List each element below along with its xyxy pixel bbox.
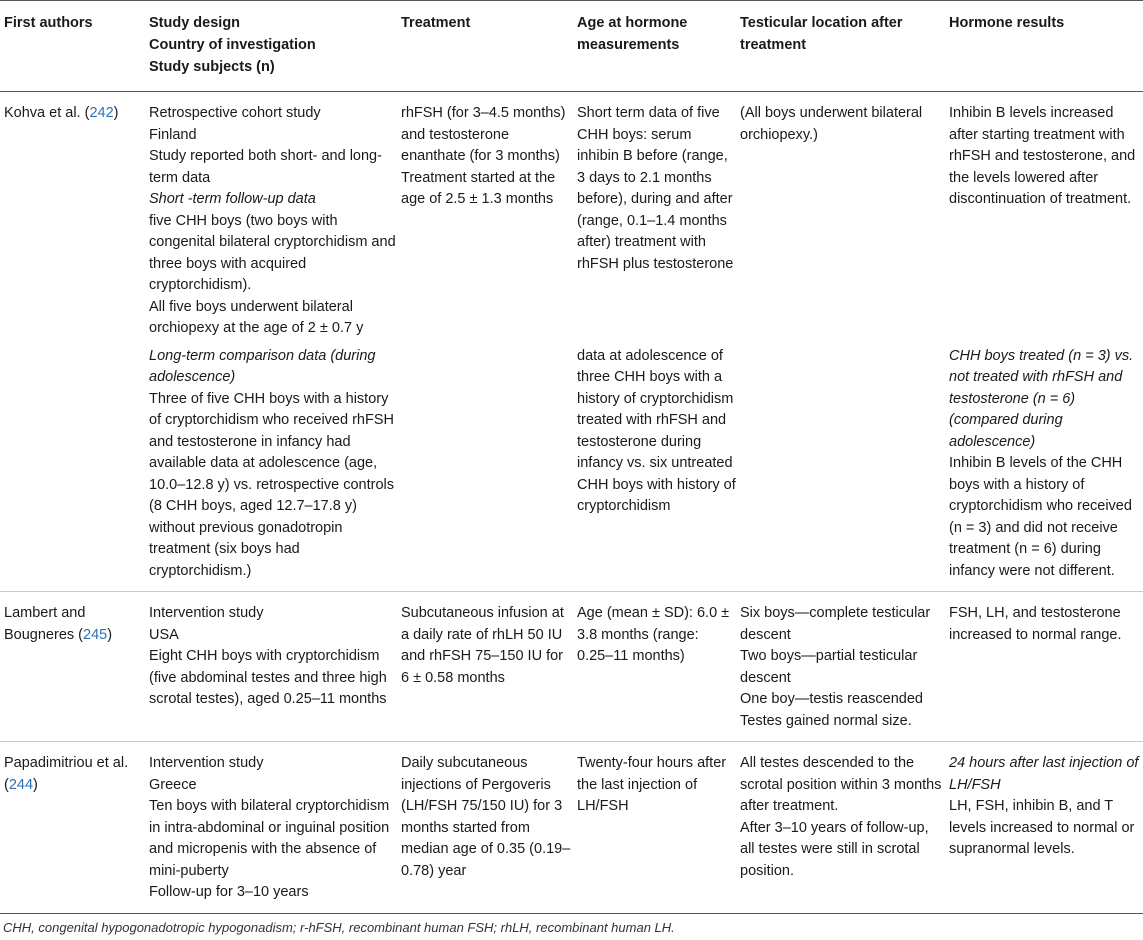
long-term-subjects: Three of five CHH boys with a history of cryptorchidism who received rhFSH and testosterone in infancy had available data at adolescence (age, 10.0–12.8 y) vs. retrospective controls (8 CHH boys, aged 12.7–17.8 y) without previous gonadotropin treatment (six boys had cryptorchidism.) <box>149 390 395 579</box>
table-row-kohva-short <box>0 92 1143 344</box>
table-row-papadimitriou <box>0 742 1143 914</box>
location-line: Testes gained normal size. <box>740 712 912 729</box>
result-long-label: CHH boys treated (n = 3) vs. not treated with rhFSH and testosterone (n = 6) (compared during adolescence) <box>949 347 1134 450</box>
country-line: Finland <box>149 126 197 143</box>
reference-link[interactable]: 245 <box>83 626 108 643</box>
cell-age-lambert: Age (mean ± SD): 6.0 ± 3.8 months (range: 0.25–11 months) <box>577 605 730 664</box>
cell-age-kohva-long: data at adolescence of three CHH boys with a history of cryptorchidism treated with rhFSH and testosterone during infancy vs. six untreated CHH boys with history of cryptorchidism <box>577 347 736 514</box>
treatment-text: rhFSH (for 3–4.5 months) and testosterone enanthate (for 3 months) <box>401 105 566 164</box>
author-text-end: ) <box>113 105 119 121</box>
treatment-start-text: Treatment started at the age of 2.5 ± 1.3 months <box>401 169 556 207</box>
follow-up-line: Follow-up for 3–10 years <box>149 884 309 900</box>
table-row-lambert <box>0 592 1143 742</box>
location-line: After 3–10 years of follow-up, all testes were still in scrotal position. <box>740 819 929 879</box>
cell-result-lambert: FSH, LH, and testosterone increased to normal range. <box>949 605 1122 643</box>
table-footnote: CHH, congenital hypogonadotropic hypogonadism; r-hFSH, recombinant human FSH; rhLH, recombinant human LH. <box>3 920 675 935</box>
cell-design-papadimitriou <box>145 742 397 914</box>
design-note-line: Study reported both short- and long-term data <box>149 148 382 186</box>
header-study-design-line: Study design <box>149 15 241 31</box>
reference-link[interactable]: 242 <box>89 105 114 121</box>
cell-author-kohva <box>0 92 145 344</box>
author-text: Papadimitriou et al. ( <box>4 755 129 793</box>
header-subjects-line: Study subjects (n) <box>149 59 275 75</box>
cell-treatment-kohva <box>397 92 573 344</box>
cell-result-kohva-long <box>945 344 1143 592</box>
long-term-label: Long-term comparison data (during adolescence) <box>149 347 376 385</box>
header-hormone-results: Hormone results <box>949 15 1065 31</box>
cell-location-papadimitriou <box>736 742 945 914</box>
table-header <box>0 1 1143 92</box>
cell-result-kohva-short: Inhibin B levels increased after starting treatment with rhFSH and testosterone, and the levels lowered after discontinuation of treatment. <box>949 105 1136 207</box>
cell-author-papadimitriou <box>0 742 145 914</box>
location-line: All testes descended to the scrotal position within 3 months after treatment. <box>740 755 942 814</box>
cell-treatment-papadimitriou: Daily subcutaneous injections of Pergoveris (LH/FSH 75/150 IU) for 3 months started from median age of 0.35 (0.19–0.78) year <box>401 755 571 879</box>
short-term-orchiopexy: All five boys underwent bilateral orchiopexy at the age of 2 ± 0.7 y <box>149 298 364 336</box>
subjects-line: Eight CHH boys with cryptorchidism (five abdominal testes and three high scrotal testes), aged 0.25–11 months <box>149 648 387 707</box>
design-line: Intervention study <box>149 605 264 621</box>
design-line: Retrospective cohort study <box>149 105 321 121</box>
table-row-kohva-long <box>0 344 1143 592</box>
author-text: Kohva et al. ( <box>4 105 90 121</box>
header-age: Age at hormone measurements <box>577 15 688 53</box>
country-line: Greece <box>149 776 197 793</box>
cell-location-lambert <box>736 592 945 742</box>
cell-result-papadimitriou <box>945 742 1143 914</box>
design-line: Intervention study <box>149 755 264 771</box>
reference-link[interactable]: 244 <box>8 776 34 793</box>
result-text: LH, FSH, inhibin B, and T levels increased to normal or supranormal levels. <box>949 798 1135 857</box>
short-term-subjects: five CHH boys (two boys with congenital bilateral cryptorchidism and three boys with acquired cryptorchidism). <box>149 212 396 293</box>
subjects-line: Ten boys with bilateral cryptorchidism in intra-abdominal or inguinal position and micropenis with the absence of mini-puberty <box>149 798 390 879</box>
header-treatment: Treatment <box>401 15 471 31</box>
cell-author-lambert <box>0 592 145 742</box>
cell-age-papadimitriou: Twenty-four hours after the last injection of LH/FSH <box>577 755 727 814</box>
cell-treatment-lambert: Subcutaneous infusion at a daily rate of rhLH 50 IU and rhFSH 75–150 IU for 6 ± 0.58 months <box>401 605 564 686</box>
cell-location-kohva: (All boys underwent bilateral orchiopexy.) <box>740 105 923 143</box>
header-first-authors: First authors <box>4 15 93 31</box>
country-line: USA <box>149 626 179 643</box>
location-line: Six boys—complete testicular descent <box>740 605 931 643</box>
header-country-line: Country of investigation <box>149 37 316 53</box>
author-text: Lambert and Bougneres ( <box>4 605 86 643</box>
result-label: 24 hours after last injection of LH/FSH <box>949 755 1139 793</box>
cell-age-kohva-short: Short term data of five CHH boys: serum inhibin B before (range, 3 days to 2.1 months before), during and after (range, 0.1–1.4 months after) treatment with rhFSH plus testosterone <box>577 105 734 272</box>
short-term-label: Short -term follow-up data <box>149 191 316 207</box>
location-line: Two boys—partial testicular descent <box>740 648 918 686</box>
header-study-design <box>145 1 397 92</box>
result-long-text: Inhibin B levels of the CHH boys with a history of cryptorchidism who received (n = 3) and did not receive treatment (n = 6) during infancy were not different. <box>949 455 1132 579</box>
author-text-end: ) <box>33 776 38 793</box>
location-line: One boy—testis reascended <box>740 691 923 707</box>
cell-design-kohva-long <box>145 344 397 592</box>
header-testicular-location: Testicular location after treatment <box>740 15 903 53</box>
cell-design-lambert <box>145 592 397 742</box>
cell-design-kohva <box>145 92 397 344</box>
author-text-end: ) <box>107 626 113 643</box>
